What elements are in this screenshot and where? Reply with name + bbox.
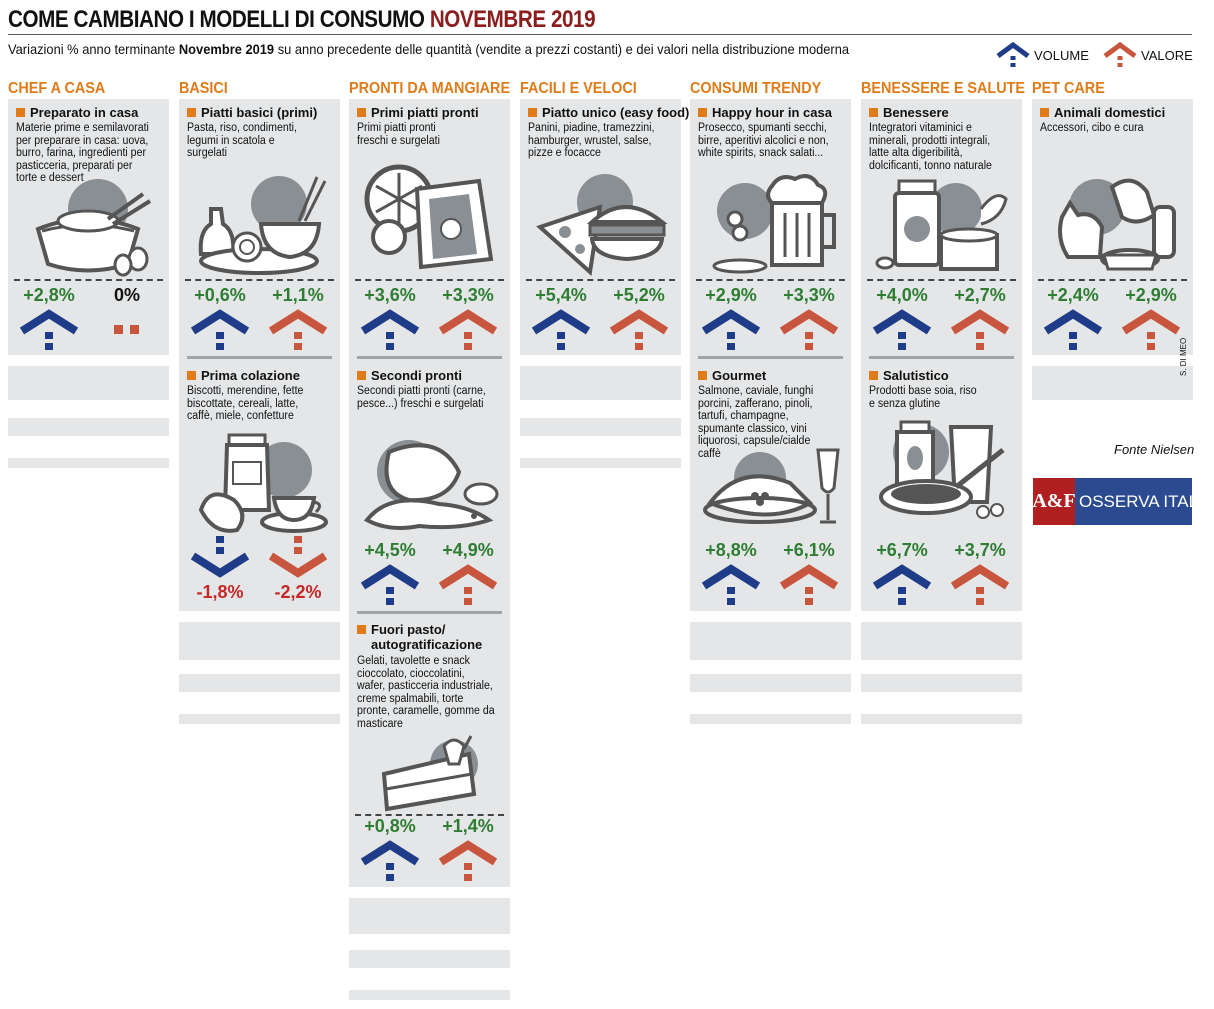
volume-up-arrow-icon bbox=[871, 564, 933, 608]
empty-stripe bbox=[1032, 366, 1193, 400]
volume-up-arrow-icon bbox=[18, 309, 80, 353]
valore-up-arrow-icon bbox=[437, 564, 499, 608]
card-description: Primi piatti pronti freschi e surgelati bbox=[357, 122, 440, 147]
card-title bbox=[187, 105, 317, 120]
af-logo-mark: A&F bbox=[1033, 478, 1075, 525]
title-main: COME CAMBIANO I MODELLI DI CONSUMO bbox=[8, 6, 425, 33]
valore-value: +3,3% bbox=[783, 285, 835, 305]
bullet-square bbox=[357, 108, 366, 117]
soy-milk-icon bbox=[871, 412, 1012, 522]
burger-pizza-icon bbox=[530, 167, 671, 277]
card-separator bbox=[357, 356, 502, 359]
empty-stripe bbox=[520, 418, 681, 436]
card-title-text bbox=[371, 622, 482, 652]
valore-value: +3,3% bbox=[442, 285, 494, 305]
card-title-text: Piatti basici (primi) bbox=[201, 105, 318, 120]
page-title bbox=[8, 6, 595, 34]
bullet-square bbox=[528, 108, 537, 117]
valore-up-arrow-icon bbox=[949, 309, 1011, 353]
logo-text: OSSERVA ITALIA bbox=[1079, 491, 1214, 511]
valore-up-arrow-icon bbox=[608, 309, 670, 353]
card-prima-colazione bbox=[179, 362, 340, 611]
column-panel-trendy bbox=[690, 99, 851, 611]
card-title-text: Salutistico bbox=[883, 368, 949, 383]
dashed-divider bbox=[867, 279, 1016, 281]
volume-up-arrow-icon bbox=[189, 309, 251, 353]
volume-up-arrow-icon bbox=[700, 564, 762, 608]
legend-volume bbox=[996, 42, 1089, 68]
dashed-divider bbox=[355, 279, 504, 281]
valore-up-arrow-icon bbox=[949, 564, 1011, 608]
column-panel-pet-care bbox=[1032, 99, 1193, 355]
dashed-divider bbox=[185, 279, 334, 281]
card-title bbox=[869, 105, 949, 120]
column-heading-basici: BASICI bbox=[179, 80, 228, 97]
volume-value: +2,4% bbox=[1047, 285, 1099, 305]
column-panel-benessere bbox=[861, 99, 1022, 611]
column-heading-facili: FACILI E VELOCI bbox=[520, 80, 637, 97]
volume-value: +2,9% bbox=[705, 285, 757, 305]
valore-value: +3,7% bbox=[954, 540, 1006, 560]
osserva-italia-logo bbox=[1032, 478, 1214, 525]
valore-value: +1,1% bbox=[272, 285, 324, 305]
pasta-bowl-icon bbox=[189, 169, 330, 279]
frozen-food-icon bbox=[359, 159, 500, 269]
title-highlight: NOVEMBRE 2019 bbox=[429, 6, 596, 33]
volume-value: +3,6% bbox=[364, 285, 416, 305]
empty-stripe bbox=[861, 714, 1022, 724]
card-piatto-unico bbox=[520, 99, 690, 355]
card-title-text: Animali domestici bbox=[1054, 105, 1166, 120]
empty-stripe bbox=[179, 714, 340, 724]
empty-stripe bbox=[861, 622, 1022, 660]
valore-value: +5,2% bbox=[613, 285, 665, 305]
volume-value: +0,8% bbox=[364, 816, 416, 836]
card-description: Materie prime e semilavorati per preparare in casa: uova, burro, farina, ingredienti per pasticceria, preparati per torte e dessert bbox=[16, 122, 149, 184]
bullet-square bbox=[187, 108, 196, 117]
card-separator bbox=[357, 611, 502, 614]
volume-value: +5,4% bbox=[535, 285, 587, 305]
column-panel-basici bbox=[179, 99, 340, 611]
card-title bbox=[357, 105, 479, 120]
subtitle bbox=[8, 41, 849, 57]
card-description: Accessori, cibo e cura bbox=[1040, 122, 1144, 134]
card-description: Gelati, tavolette e snack cioccolato, cioccolatini, wafer, pasticceria industriale, creme spalmabili, torte pronte, caramelle, gomme da masticare bbox=[357, 655, 495, 730]
volume-value: +4,0% bbox=[876, 285, 928, 305]
valore-value: +6,1% bbox=[783, 540, 835, 560]
volume-value: +4,5% bbox=[364, 540, 416, 560]
valore-up-arrow-icon bbox=[1120, 309, 1182, 353]
legend-volume-label: VOLUME bbox=[1034, 47, 1089, 63]
card-description: Secondi piatti pronti (carne, pesce...) freschi e surgelati bbox=[357, 385, 486, 410]
card-description: Biscotti, merendine, fette biscottate, cereali, latte, caffè, miele, confetture bbox=[187, 385, 304, 422]
card-title bbox=[869, 368, 949, 383]
volume-arrow-icon bbox=[996, 42, 1030, 68]
card-title-text: Primi piatti pronti bbox=[371, 105, 479, 120]
valore-flat-icon bbox=[96, 309, 158, 353]
empty-stripe bbox=[179, 622, 340, 660]
valore-value: +1,4% bbox=[442, 816, 494, 836]
dashed-divider bbox=[526, 279, 675, 281]
valore-arrow-icon bbox=[1103, 42, 1137, 68]
valore-up-arrow-icon bbox=[437, 840, 499, 884]
empty-stripe bbox=[349, 898, 510, 934]
card-title-text: Happy hour in casa bbox=[712, 105, 832, 120]
card-title bbox=[698, 368, 766, 383]
bullet-square bbox=[357, 371, 366, 380]
meat-fish-icon bbox=[359, 422, 500, 532]
valore-down-arrow-icon bbox=[267, 534, 329, 578]
cake-icon bbox=[359, 734, 500, 814]
empty-stripe bbox=[690, 714, 851, 724]
column-heading-pronti: PRONTI DA MANGIARE bbox=[349, 80, 511, 97]
valore-up-arrow-icon bbox=[778, 309, 840, 353]
bullet-square bbox=[1040, 108, 1049, 117]
legend-valore-label: VALORE bbox=[1141, 47, 1193, 63]
card-title-text: Preparato in casa bbox=[30, 105, 139, 120]
card-description: Prodotti base soia, riso e senza glutine bbox=[869, 385, 977, 410]
valore-up-arrow-icon bbox=[267, 309, 329, 353]
bullet-square bbox=[187, 371, 196, 380]
column-heading-benessere: BENESSERE E SALUTE bbox=[861, 80, 1026, 97]
card-benessere bbox=[861, 99, 1022, 355]
empty-stripe bbox=[349, 950, 510, 968]
card-title bbox=[528, 105, 689, 120]
bullet-square bbox=[698, 371, 707, 380]
volume-up-arrow-icon bbox=[530, 309, 592, 353]
valore-value: +2,7% bbox=[954, 285, 1006, 305]
column-panel-pronti bbox=[349, 99, 510, 887]
card-title-line-1: Fuori pasto/ bbox=[371, 622, 446, 637]
bullet-square bbox=[869, 108, 878, 117]
subtitle-bold: Novembre 2019 bbox=[178, 41, 275, 57]
bullet-square bbox=[698, 108, 707, 117]
card-description: Salmone, caviale, funghi porcini, zafferano, pinoli, tartufi, champagne, spumante classico, vini liquorosi, capsule/cialde caffè bbox=[698, 385, 814, 460]
volume-up-arrow-icon bbox=[359, 840, 421, 884]
empty-stripe bbox=[690, 674, 851, 692]
card-happy-hour bbox=[690, 99, 851, 355]
volume-up-arrow-icon bbox=[359, 564, 421, 608]
breakfast-icon bbox=[189, 430, 330, 540]
card-title-line-2: autogratificazione bbox=[371, 637, 483, 652]
legend-valore bbox=[1103, 42, 1193, 68]
card-separator bbox=[698, 356, 843, 359]
card-separator bbox=[187, 356, 332, 359]
card-description: Integratori vitaminici e minerali, prodotti integrali, latte alta digeribilità, dolcificanti, tonno naturale bbox=[869, 122, 992, 172]
title-rule bbox=[8, 34, 1192, 35]
card-title bbox=[187, 368, 300, 383]
card-secondi-pronti bbox=[349, 362, 510, 612]
empty-stripe bbox=[520, 366, 681, 400]
empty-stripe bbox=[8, 418, 169, 436]
card-title bbox=[357, 622, 482, 652]
empty-stripe bbox=[861, 674, 1022, 692]
valore-up-arrow-icon bbox=[437, 309, 499, 353]
card-title-text: Piatto unico (easy food) bbox=[542, 105, 690, 120]
card-title-text: Prima colazione bbox=[201, 368, 300, 383]
subtitle-pre: Variazioni % anno terminante bbox=[8, 41, 176, 57]
card-title-text: Benessere bbox=[883, 105, 949, 120]
author-credit: S. DI MEO bbox=[1179, 337, 1188, 376]
bullet-square bbox=[869, 371, 878, 380]
card-title bbox=[357, 368, 462, 383]
empty-stripe bbox=[179, 674, 340, 692]
empty-stripe bbox=[520, 458, 681, 468]
valore-up-arrow-icon bbox=[778, 564, 840, 608]
card-description: Prosecco, spumanti secchi, birre, aperitivi alcolici e non, white spirits, snack salati... bbox=[698, 122, 829, 159]
bullet-square bbox=[357, 625, 366, 634]
dashed-divider bbox=[1038, 279, 1187, 281]
column-heading-trendy: CONSUMI TRENDY bbox=[690, 80, 822, 97]
source-note: Fonte Nielsen bbox=[1114, 442, 1195, 457]
volume-up-arrow-icon bbox=[1042, 309, 1104, 353]
dashed-divider bbox=[14, 279, 163, 281]
card-title-text: Secondi pronti bbox=[371, 368, 462, 383]
card-title-text: Gourmet bbox=[712, 368, 767, 383]
empty-stripe bbox=[8, 366, 169, 400]
valore-value: -2,2% bbox=[274, 582, 322, 602]
volume-value: +0,6% bbox=[194, 285, 246, 305]
valore-value: +2,9% bbox=[1125, 285, 1177, 305]
card-gourmet bbox=[690, 362, 851, 611]
valore-value: +4,9% bbox=[442, 540, 494, 560]
volume-down-arrow-icon bbox=[189, 534, 251, 578]
card-preparato-in-casa bbox=[8, 99, 169, 355]
card-title bbox=[1040, 105, 1165, 120]
valore-value: 0% bbox=[113, 285, 140, 305]
subtitle-post: su anno precedente delle quantità (vendite a prezzi costanti) e dei valori nella distribuzione moderna bbox=[277, 41, 850, 57]
column-heading-pet-care: PET CARE bbox=[1032, 80, 1105, 97]
volume-up-arrow-icon bbox=[700, 309, 762, 353]
mixing-bowl-icon bbox=[18, 169, 159, 279]
card-fuori-pasto bbox=[349, 616, 510, 887]
volume-value: +8,8% bbox=[705, 540, 757, 560]
card-salutistico bbox=[861, 362, 1022, 611]
column-heading-chef-a-casa: CHEF A CASA bbox=[8, 80, 106, 97]
beer-mug-icon bbox=[700, 171, 841, 281]
dog-cat-icon bbox=[1042, 167, 1183, 277]
volume-value: +6,7% bbox=[876, 540, 928, 560]
card-title bbox=[698, 105, 832, 120]
volume-value: -1,8% bbox=[196, 582, 244, 602]
card-primi-piatti-pronti bbox=[349, 99, 510, 355]
empty-stripe bbox=[690, 622, 851, 660]
empty-stripe bbox=[349, 990, 510, 1000]
column-panel-facili bbox=[520, 99, 690, 355]
bullet-square bbox=[16, 108, 25, 117]
empty-stripe bbox=[8, 458, 169, 468]
card-description: Panini, piadine, tramezzini, hamburger, wrustel, salse, pizze e focacce bbox=[528, 122, 655, 159]
volume-up-arrow-icon bbox=[359, 309, 421, 353]
card-piatti-basici bbox=[179, 99, 340, 355]
card-description: Pasta, riso, condimenti, legumi in scatola e surgelati bbox=[187, 122, 297, 159]
volume-up-arrow-icon bbox=[871, 309, 933, 353]
supplements-icon bbox=[871, 179, 1012, 279]
card-title bbox=[16, 105, 138, 120]
column-panel-chef-a-casa bbox=[8, 99, 169, 355]
card-animali-domestici bbox=[1032, 99, 1193, 355]
salmon-champagne-icon bbox=[700, 448, 841, 528]
dashed-divider bbox=[696, 279, 845, 281]
card-separator bbox=[869, 356, 1014, 359]
volume-value: +2,8% bbox=[23, 285, 75, 305]
